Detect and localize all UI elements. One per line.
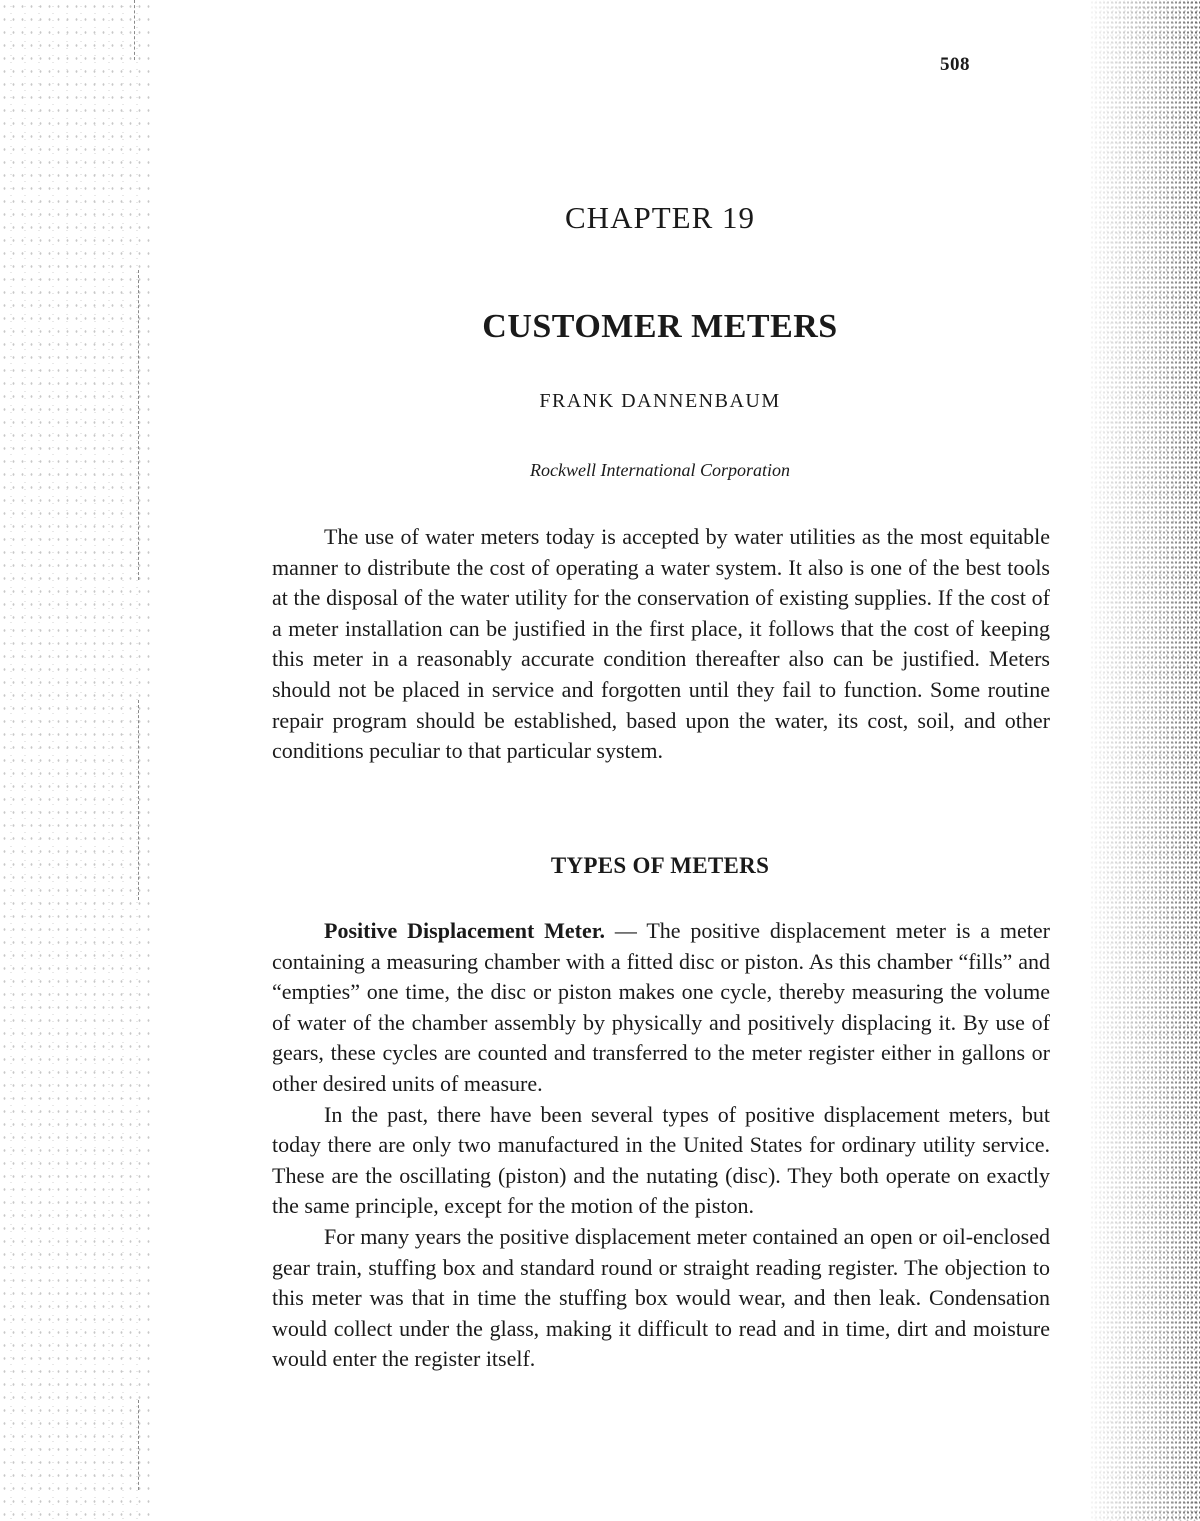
scan-artifact-line <box>138 700 140 900</box>
intro-paragraph: The use of water meters today is accepted by water utilities as the most equitable manner to distribute the cost of operating a water system. It also is one of the best tools at the disposal of the water utility for the conservation of existing supplies. If the cost of a meter installation can be justified in the first place, it follows that the cost of keeping this meter in a reasonably accurate condition thereafter also can be justified. Meters should not be placed in service and forgotten until they fail to function. Some routine repair program should be established, based upon the water, its cost, soil, and other conditions peculiar to that particular system. <box>272 524 1050 764</box>
page-number: 508 <box>940 54 970 75</box>
intro-section <box>272 522 1050 767</box>
types-section <box>272 916 1050 1375</box>
chapter-title: CUSTOMER METERS <box>482 308 838 345</box>
author-name: FRANK DANNENBAUM <box>539 390 781 412</box>
scan-noise-left <box>0 0 150 1521</box>
body-paragraph <box>272 916 1050 1100</box>
scan-artifact-line <box>138 270 140 580</box>
body-paragraph: For many years the positive displacement meter contained an open or oil-enclosed gear train, stuffing box and standard round or straight reading register. The objection to this meter was that in time the stuffing box would wear, and then leak. Condensation would collect under the glass, making it difficult to read and in time, dirt and moisture would enter the register itself. <box>272 1223 1050 1372</box>
author-affiliation: Rockwell International Corporation <box>530 460 790 480</box>
scan-noise-right <box>1090 0 1200 1521</box>
body-paragraph: In the past, there have been several types of positive displacement meters, but today there are only two manufactured in the United States for ordinary utility service. These are the oscillating (piston) and the nutating (disc). They both operate on exactly the same principle, except for the motion of the piston. <box>272 1101 1050 1219</box>
scan-artifact-line <box>138 1400 140 1490</box>
paragraph-text: — The positive displacement meter is a meter containing a measuring chamber with a fitted disc or piston. As this chamber “fills” and “empties” one time, the disc or piston makes one cycle, thereby measuring the volume of water of the chamber assembly by physically and positively displacing it. By use of gears, these cycles are counted and transferred to the meter register either in gallons or other desired units of measure. <box>272 918 1051 1096</box>
chapter-label: CHAPTER 19 <box>565 200 755 235</box>
subheading: Positive Displacement Meter. <box>324 918 605 943</box>
section-heading: TYPES OF METERS <box>550 853 770 878</box>
scan-artifact-line <box>134 0 136 60</box>
